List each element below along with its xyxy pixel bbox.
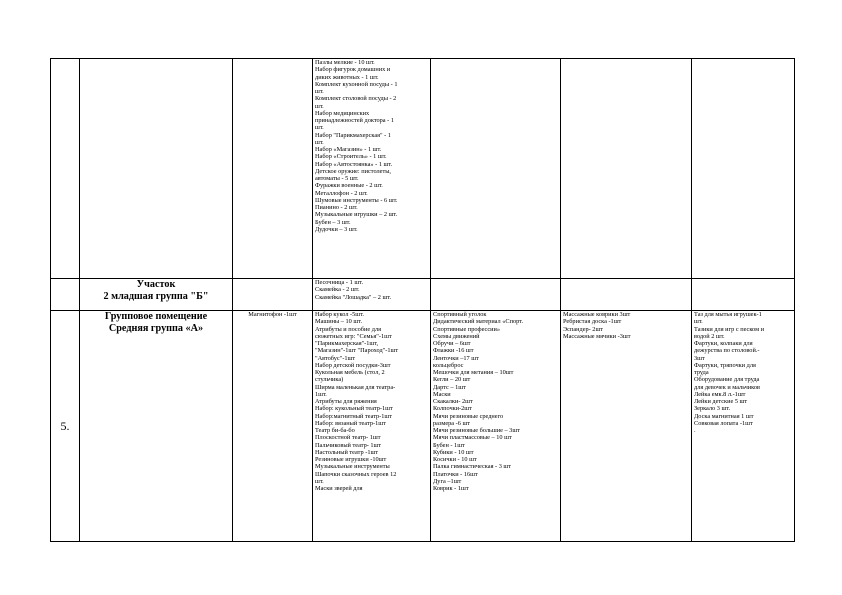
labor-cell — [692, 311, 795, 542]
room-title-line: Средняя группа «А» — [108, 323, 204, 334]
item-line: Резиновые игрушки -10шт — [315, 456, 387, 463]
item-line: шт. — [315, 477, 324, 485]
item-line: Пальчиковый театр- 1шт — [315, 441, 382, 449]
item-line: Массажные мячики -3шт — [563, 332, 631, 340]
sport-cell — [431, 311, 561, 542]
item-line: "Автобус"-1шт — [315, 354, 356, 362]
health-cell — [561, 59, 692, 279]
item-line: Бубен - 1шт — [433, 441, 465, 449]
item-line: диких животных - 1 шт. — [315, 73, 379, 81]
table-row — [51, 59, 795, 279]
item-line: Кукольная мебель (стол, 2 — [315, 369, 385, 376]
item-line: Комплект столовой посуды - 2 — [315, 95, 397, 103]
item-line: 1шт. — [315, 390, 327, 398]
games-cell — [313, 279, 431, 311]
item-line: Набор детской посудки-3шт — [315, 361, 391, 369]
item-line: Маски — [433, 390, 451, 398]
item-line: принадлежностей доктора - 1 — [315, 117, 394, 124]
item-line: Совковая лопата -1шт — [694, 419, 753, 427]
item-line: Атрибуты для ряжения — [315, 398, 377, 405]
item-line: Атрибуты и пособие для — [315, 325, 381, 333]
item-line: сюжетных игр: "Семья"-1шт — [315, 332, 392, 340]
item-line: Дартс – 1шт — [433, 383, 466, 391]
item-line: Фартуки, колпаки для — [694, 340, 753, 347]
item-line: Металлофон - 2 шт. — [315, 189, 368, 197]
item-line: Набор кукол -5шт. — [315, 311, 365, 318]
tech-cell — [233, 279, 313, 311]
item-line: Доска магнитная 1 шт — [694, 412, 754, 420]
item-line: Детское оружие: пистолеты, — [315, 167, 392, 175]
item-line: . — [694, 427, 696, 434]
item-line: Набор «Строитель» - 1 шт. — [315, 153, 387, 161]
item-line: Комплект кухонной посуды - 1 — [315, 80, 398, 88]
item-line: Шумовые инструменты - 6 шт. — [315, 196, 398, 204]
number-cell: 5. — [51, 311, 80, 542]
games-cell — [313, 311, 431, 542]
item-line: Настольный театр -1шт — [315, 448, 379, 456]
item-line: Фартуки, тряпочки для — [694, 361, 756, 369]
item-line: шт. — [315, 124, 324, 132]
item-line: Флажки -16 шт — [433, 347, 474, 355]
item-line: Косички - 10 шт — [433, 456, 477, 463]
item-line: автоматы - 5 шт. — [315, 175, 359, 182]
item-line: шт. — [315, 88, 324, 95]
item-line: Спортивный уголок — [433, 311, 487, 318]
item-line: шт. — [694, 318, 703, 326]
item-line: Набор: вязаный театр-1шт — [315, 419, 386, 427]
item-line: Лейки детские 5 шт — [694, 398, 748, 405]
item-line: Набор «Магазин» - 1 шт. — [315, 146, 382, 153]
item-line: размера -6 шт — [433, 419, 471, 427]
item-line: Платочки - 16шт — [433, 470, 478, 478]
item-line: шт. — [315, 102, 324, 110]
item-line: Тазики для игр с песком и — [694, 325, 765, 333]
item-line: для девочек и мальчиков — [694, 383, 760, 391]
item-line: Кегли – 20 шт — [433, 376, 471, 384]
item-line: Пианино - 2 шт. — [315, 204, 358, 211]
sport-cell — [431, 279, 561, 311]
item-line: Набор:магнитный театр-1шт — [315, 412, 393, 420]
item-line: Оборудование для труда — [694, 376, 760, 384]
item-line: Мешочки для метания – 10шт — [433, 369, 514, 376]
item-line: Ребристая доска -1шт — [563, 318, 622, 326]
item-line: Набор: кукольный театр-1шт — [315, 405, 393, 413]
item-line: Кубики - 10 шт — [433, 448, 474, 456]
games-cell — [313, 59, 431, 279]
item-line: Бубен – 3 шт. — [315, 218, 351, 226]
item-line: Набор медицинских — [315, 109, 370, 117]
room-title-line: Участок — [136, 279, 176, 290]
item-line: Шапочки сказочных героев 12 — [315, 470, 397, 478]
item-line: шт. — [315, 138, 324, 146]
labor-cell — [692, 279, 795, 311]
item-line: Схемы движений — [433, 332, 480, 340]
room-title-cell — [80, 311, 233, 542]
table-row — [51, 279, 795, 311]
item-line: Ленточки –17 шт — [433, 354, 479, 362]
item-line: Обручи – 6шт — [433, 340, 471, 347]
item-line: Машины – 10 шт. — [315, 318, 363, 326]
item-line: водой 2 шт. — [694, 332, 725, 340]
item-line: Мячи резиновые большие – 3шт — [433, 427, 520, 434]
item-line: Скамейка "Лошадка" – 2 шт. — [315, 293, 392, 301]
item-line: Скамейка - 2 шт. — [315, 286, 360, 294]
item-line: Набор фигурок домашних и — [315, 66, 391, 74]
item-line: Зеркало 3 шт. — [694, 405, 731, 413]
item-line: Набор «Автостоянка» - 1 шт. — [315, 160, 393, 168]
item-line: Лейка емк.8 л.-1шт — [694, 390, 746, 398]
item-line: Палка гимнастическая - 3 шт — [433, 463, 512, 471]
item-line: Эспандер- 2шт — [563, 325, 604, 333]
item-line: Дидактический материал «Спорт. — [433, 318, 524, 326]
item-line: Плоскостной театр- 1шт — [315, 434, 381, 442]
room-title-cell — [80, 279, 233, 311]
item-line: Песочница - 1 шт. — [315, 279, 364, 286]
item-line: Ширма маленькая для театра- — [315, 383, 396, 391]
item-line: 3шт — [694, 354, 705, 362]
inventory-table — [50, 58, 795, 542]
room-title-line: 2 младшая группа "Б" — [103, 291, 209, 302]
item-line: Музыкальные игрушки – 2 шт. — [315, 211, 398, 219]
item-line: "Парикмахерская"-1шт, — [315, 340, 379, 347]
item-line: Дудочки – 3 шт. — [315, 225, 358, 233]
item-line: Дуга –1шт — [433, 477, 462, 485]
sport-cell — [431, 59, 561, 279]
item-line: стульчика) — [315, 376, 344, 384]
item-line: труда — [694, 369, 709, 376]
item-line: Фуражки военные - 2 шт. — [315, 182, 383, 190]
tech-cell — [233, 59, 313, 279]
item-line: Коврик - 1шт — [433, 485, 469, 492]
item-line: Таз для мытья игрушек-1 — [694, 311, 762, 318]
item-line: Спортивные профессии» — [433, 325, 501, 333]
item-line: Колпочки-2шт — [433, 405, 472, 413]
item-line: Скакалки- 2шт — [433, 398, 473, 405]
item-line: кольцеброс — [433, 361, 464, 369]
room-title-line: Групповое помещение — [104, 311, 208, 322]
item-line: Массажные коврики 3шт — [563, 311, 631, 318]
item-line: "Магазин"-1шт "Пароход"-1шт — [315, 347, 399, 355]
item-line: Мячи пластмассовые – 10 шт — [433, 434, 512, 442]
item-line: Музыкальные инструменты — [315, 463, 390, 471]
number-cell — [51, 279, 80, 311]
item-line: дежурства по столовой.- — [694, 347, 760, 355]
labor-cell — [692, 59, 795, 279]
table-row — [51, 311, 795, 542]
number-cell — [51, 59, 80, 279]
health-cell — [561, 311, 692, 542]
item-line: Маски зверей для — [315, 485, 363, 492]
item-line: Пазлы мелкие - 10 шт. — [315, 59, 375, 66]
item-line: Театр би-ба-бо — [315, 427, 355, 434]
health-cell — [561, 279, 692, 311]
item-line: Мячи резиновые среднего — [433, 412, 504, 420]
room-title-cell — [80, 59, 233, 279]
item-line: Набор "Парикмахерская" - 1 — [315, 131, 391, 139]
tech-cell: Магнитофон -1шт — [233, 311, 313, 542]
